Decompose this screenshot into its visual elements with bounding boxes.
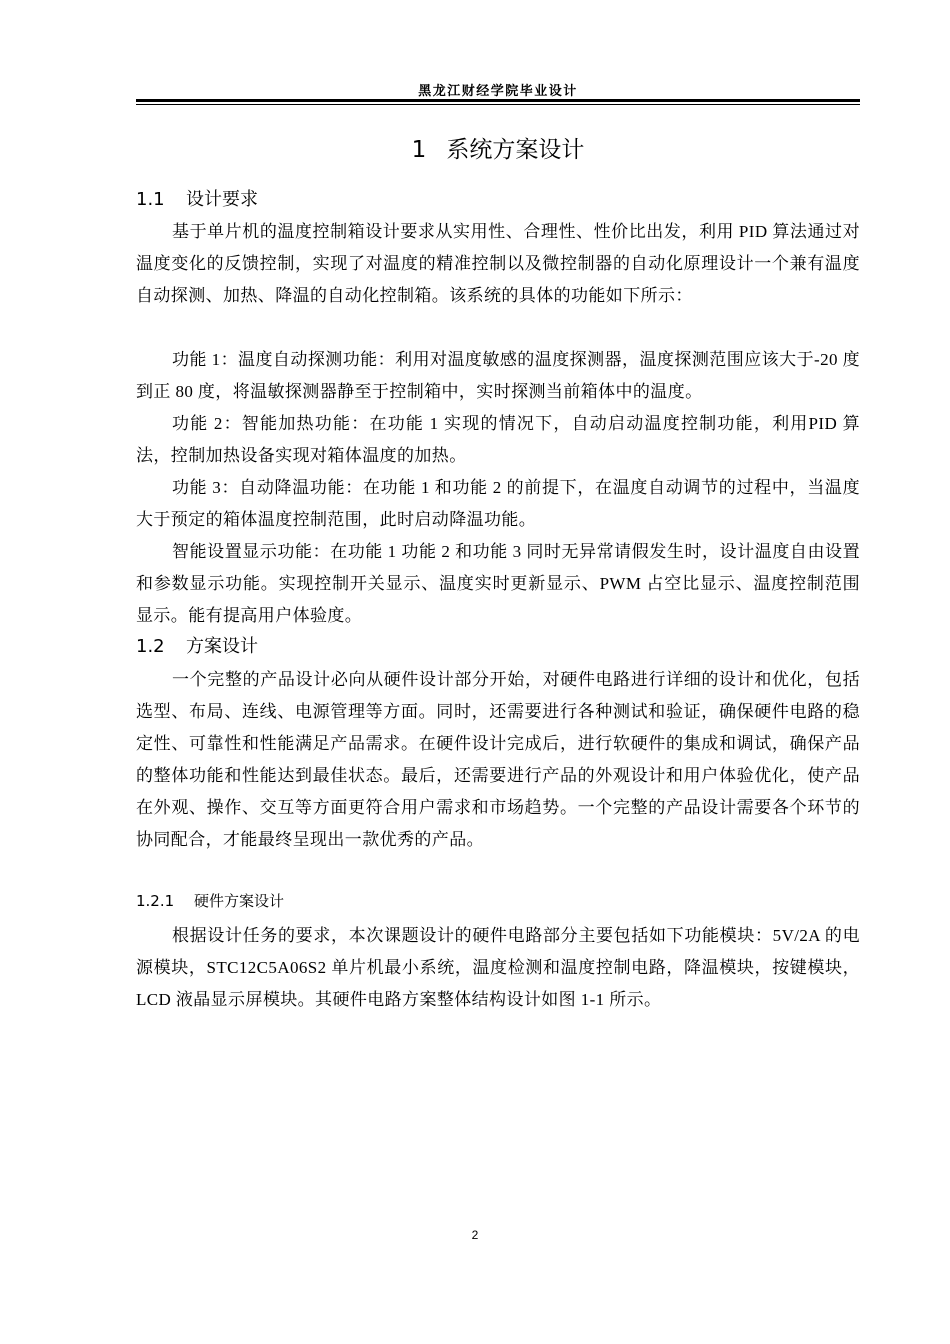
paragraph: 基于单片机的温度控制箱设计要求从实用性、合理性、性价比出发，利用 PID 算法通过对温度变化的反馈控制，实现了对温度的精准控制以及微控制器的自动化原理设计一个兼有温度自动探测、加热、降温的自动化控制箱。该系统的具体的功能如下所示： bbox=[136, 222, 860, 305]
section-heading-1-1 bbox=[136, 187, 258, 213]
paragraph: 智能设置显示功能：在功能 1 功能 2 和功能 3 同时无异常请假发生时，设计温度自由设置和参数显示功能。实现控制开关显示、温度实时更新显示、PWM 占空比显示、温度控制范围显示。能有提高用户体验度。 bbox=[136, 542, 860, 625]
paragraph: 一个完整的产品设计必向从硬件设计部分开始，对硬件电路进行详细的设计和优化，包括选型、布局、连线、电源管理等方面。同时，还需要进行各种测试和验证，确保硬件电路的稳定性、可靠性和性能满足产品需求。在硬件设计完成后，进行软硬件的集成和调试，确保产品的整体功能和性能达到最佳状态。最后，还需要进行产品的外观设计和用户体验优化，使产品在外观、操作、交互等方面更符合用户需求和市场趋势。一个完整的产品设计需要各个环节的协同配合，才能最终呈现出一款优秀的产品。 bbox=[136, 670, 860, 849]
header-rule-thick bbox=[136, 99, 860, 102]
subsection-title: 硬件方案设计 bbox=[194, 892, 285, 910]
paragraph: 功能 3：自动降温功能：在功能 1 和功能 2 的前提下，在温度自动调节的过程中，当温度大于预定的箱体温度控制范围，此时启动降温功能。 bbox=[136, 478, 860, 529]
paragraph: 功能 2：智能加热功能：在功能 1 实现的情况下，自动启动温度控制功能，利用PID 算法，控制加热设备实现对箱体温度的加热。 bbox=[136, 414, 860, 465]
paragraph: 根据设计任务的要求，本次课题设计的硬件电路部分主要包括如下功能模块：5V/2A 的电源模块，STC12C5A06S2 单片机最小系统，温度检测和温度控制电路，降温模块，按键模块， LCD 液晶显示屏模块。其硬件电路方案整体结构设计如图 1-1 所示。 bbox=[136, 926, 860, 1009]
section-number: 1.2 bbox=[136, 636, 165, 657]
header-rule-thin bbox=[136, 104, 860, 105]
section-heading-1-2 bbox=[136, 634, 258, 660]
paragraph: 功能 1：温度自动探测功能：利用对温度敏感的温度探测器，温度探测范围应该大于-20 度到正 80 度，将温敏探测器静至于控制箱中，实时探测当前箱体中的温度。 bbox=[136, 350, 860, 401]
chapter-title: 系统方案设计 bbox=[446, 137, 585, 163]
running-header: 黑龙江财经学院毕业设计 bbox=[418, 84, 578, 99]
chapter-heading bbox=[136, 134, 860, 166]
section-number: 1.1 bbox=[136, 189, 165, 210]
page-number: 2 bbox=[471, 1228, 479, 1242]
section-title: 方案设计 bbox=[186, 636, 258, 657]
section-title: 设计要求 bbox=[186, 189, 258, 210]
subsection-heading-1-2-1 bbox=[136, 890, 284, 912]
subsection-number: 1.2.1 bbox=[136, 892, 175, 910]
chapter-number: 1 bbox=[411, 137, 427, 163]
